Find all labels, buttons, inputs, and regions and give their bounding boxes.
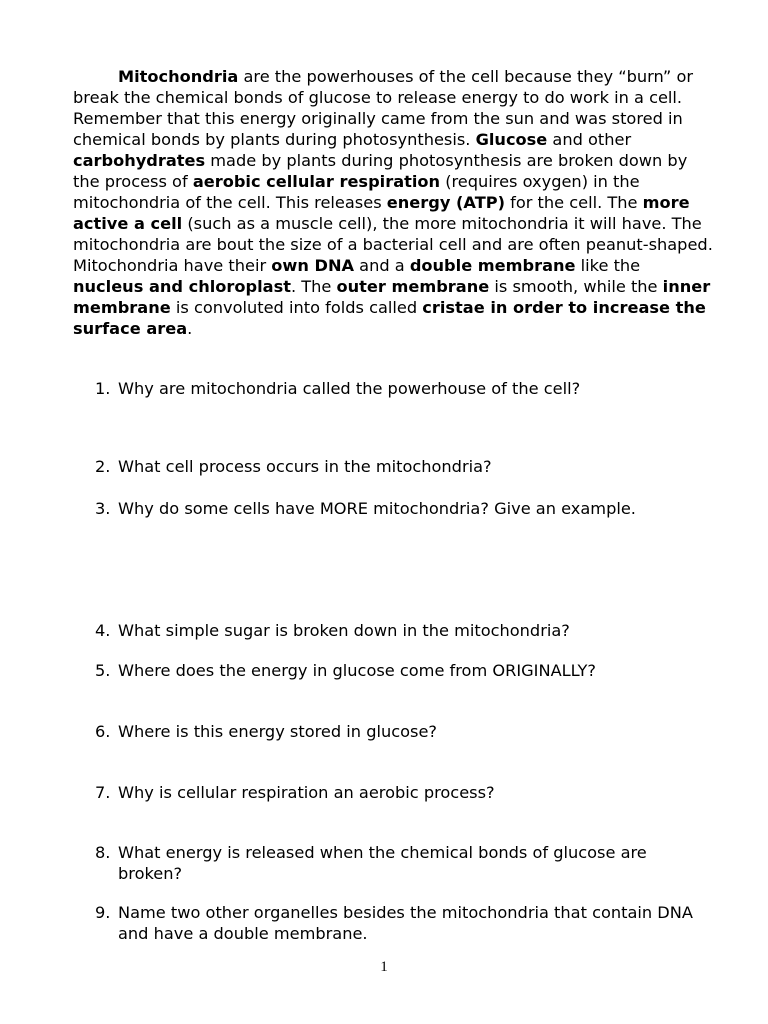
question-number: 8. xyxy=(95,843,111,862)
intro-run: for the cell. The xyxy=(505,193,643,212)
intro-run: more active a cell xyxy=(73,193,690,233)
question-item xyxy=(95,378,715,399)
intro-run: cristae in order to increase the surface area xyxy=(73,298,706,338)
question-number: 2. xyxy=(95,457,111,476)
question-number: 5. xyxy=(95,661,111,680)
question-item xyxy=(95,498,715,519)
intro-run: like the xyxy=(575,256,641,275)
question-text: Name two other organelles besides the mitochondria that contain DNA and have a double membrane. xyxy=(118,903,693,943)
question-number: 7. xyxy=(95,783,111,802)
intro-run: own DNA xyxy=(271,256,355,275)
question-number: 1. xyxy=(95,379,111,398)
intro-run: inner membrane xyxy=(73,277,711,317)
intro-paragraph xyxy=(73,66,713,339)
question-number: 9. xyxy=(95,903,111,922)
intro-run: (such as a muscle cell), the more mitochondria it will have. The mitochondria are bout the size of a bacterial cell and are often peanut-shaped. Mitochondria have their xyxy=(73,214,713,275)
intro-run: and a xyxy=(354,256,410,275)
question-number: 4. xyxy=(95,621,111,640)
question-item xyxy=(95,902,715,944)
question-number: 6. xyxy=(95,722,111,741)
intro-run: aerobic cellular respiration xyxy=(192,172,441,191)
question-text: What cell process occurs in the mitochondria? xyxy=(118,457,492,476)
question-text: Why is cellular respiration an aerobic process? xyxy=(118,783,495,802)
question-item xyxy=(95,842,715,884)
intro-run: outer membrane xyxy=(336,277,490,296)
intro-run: energy (ATP) xyxy=(386,193,505,212)
intro-run: double membrane xyxy=(409,256,576,275)
intro-run: Mitochondria xyxy=(118,67,239,86)
intro-run: and other xyxy=(547,130,632,149)
question-item xyxy=(95,660,715,681)
intro-run: nucleus and chloroplast xyxy=(73,277,291,296)
question-text: Where is this energy stored in glucose? xyxy=(118,722,438,741)
page-number: 1 xyxy=(380,959,388,975)
intro-run: are the powerhouses of the cell because they “burn” or break the chemical bonds of glucose to release energy to do work in a cell. Remember that this energy originally came from the sun and was stored in chemical bonds by plants during photosynthesis. xyxy=(73,67,694,149)
question-item xyxy=(95,782,715,803)
intro-run: is convoluted into folds called xyxy=(170,298,423,317)
intro-run: carbohydrates xyxy=(73,151,206,170)
intro-run: . The xyxy=(290,277,337,296)
question-text: Where does the energy in glucose come from ORIGINALLY? xyxy=(118,661,597,680)
question-item xyxy=(95,456,715,477)
question-text: Why are mitochondria called the powerhouse of the cell? xyxy=(118,379,581,398)
question-text: What simple sugar is broken down in the mitochondria? xyxy=(118,621,570,640)
question-text: Why do some cells have MORE mitochondria? Give an example. xyxy=(118,499,636,518)
intro-run: (requires oxygen) in the mitochondria of the cell. This releases xyxy=(73,172,640,212)
question-item xyxy=(95,620,715,641)
intro-run: made by plants during photosynthesis are broken down by the process of xyxy=(73,151,688,191)
intro-run: Glucose xyxy=(475,130,548,149)
question-text: What energy is released when the chemical bonds of glucose are broken? xyxy=(118,843,647,883)
question-item xyxy=(95,721,715,742)
intro-run: . xyxy=(187,319,193,338)
question-number: 3. xyxy=(95,499,111,518)
intro-run: is smooth, while the xyxy=(489,277,663,296)
